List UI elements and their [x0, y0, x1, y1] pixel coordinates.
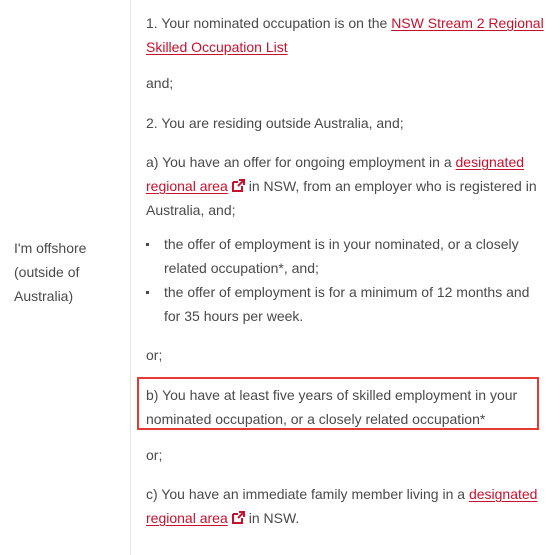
row-label-line-3: Australia): [14, 288, 74, 304]
criterion-a: [146, 150, 546, 222]
criterion-2: 2. You are residing outside Australia, and;: [146, 115, 404, 131]
criterion-a-text-start: a) You have an offer for ongoing employment in a: [146, 154, 456, 170]
row-label-line-2: (outside of: [14, 264, 80, 280]
row-label-offshore: [14, 236, 114, 308]
criterion-c-text-start: c) You have an immediate family member living in a: [146, 486, 469, 502]
criterion-a-text-end: in NSW, from an employer who is registered in Australia, and;: [146, 178, 537, 218]
regional-skilled-occupation-list-link[interactable]: NSW Stream 2 Regional Skilled Occupation List: [146, 15, 544, 55]
external-link-icon[interactable]: [232, 179, 245, 192]
criterion-b: b) You have at least five years of skilled employment in your nominated occupation, or a closely related occupation*: [146, 387, 518, 427]
designated-regional-area-link-1[interactable]: designated regional area: [146, 154, 525, 194]
or-connector-2: or;: [146, 447, 163, 463]
criterion-1-text: 1. Your nominated occupation is on the: [146, 15, 392, 31]
list-item: the offer of employment is for a minimum of 12 months and for 35 hours per week.: [146, 280, 546, 328]
criterion-c: [146, 482, 546, 530]
and-connector-1: and;: [146, 75, 174, 91]
row-label-line-1: I'm offshore: [14, 240, 87, 256]
or-connector-1: or;: [146, 347, 163, 363]
external-link-icon[interactable]: [232, 511, 245, 524]
criterion-1: [146, 11, 546, 59]
column-divider: [130, 0, 131, 555]
designated-regional-area-link-2[interactable]: designated regional area: [146, 486, 538, 526]
list-item: the offer of employment is in your nominated, or a closely related occupation*, and;: [146, 232, 546, 280]
criterion-c-text-end: in NSW.: [248, 510, 300, 526]
employment-offer-conditions: [146, 232, 546, 328]
highlight-box-criterion-b: [137, 377, 539, 430]
